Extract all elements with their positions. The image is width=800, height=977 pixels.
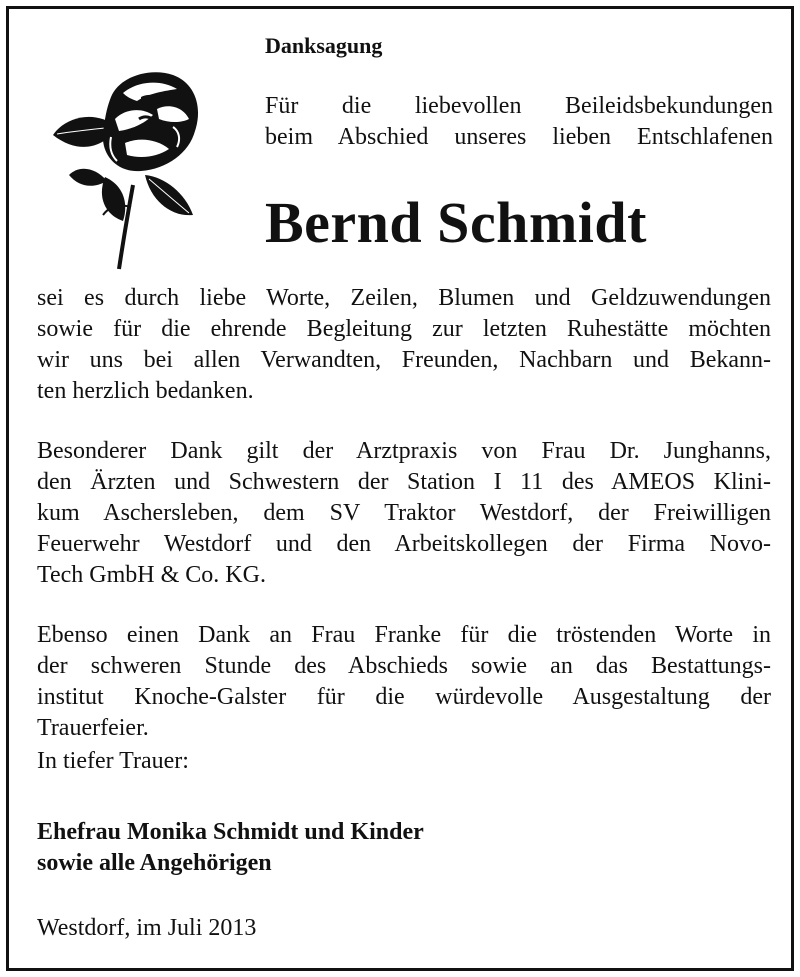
family-line: Ehefrau Monika Schmidt und Kinder [37,819,424,845]
text-line: den Ärzten und Schwestern der Station I 11 des AMEOS Klini- [37,469,771,495]
text-line: wir uns bei allen Verwandten, Freunden, Nachbarn und Bekann- [37,347,771,373]
intro-text [265,91,773,153]
intro-line: Für die liebevollen Beileidsbekundungen [265,93,773,119]
text-line: Ebenso einen Dank an Frau Franke für die tröstenden Worte in [37,622,771,648]
text-line: Feuerwehr Westdorf und den Arbeitskollegen der Firma Novo- [37,531,771,557]
notice-heading: Danksagung [265,33,383,58]
text-line: sei es durch liebe Worte, Zeilen, Blumen und Geldzuwendungen [37,285,771,311]
text-line: ten herzlich bedanken. [37,378,254,404]
thanks-paragraph-1 [37,283,771,407]
text-line: Besonderer Dank gilt der Arztpraxis von Frau Dr. Junghanns, [37,438,771,464]
text-line: Trauerfeier. [37,715,149,741]
mourning-line: In tiefer Trauer: [37,748,189,774]
thanks-paragraph-2 [37,436,771,591]
obituary-notice [6,6,794,971]
text-line: kum Aschersleben, dem SV Traktor Westdorf, der Freiwilligen [37,500,771,526]
text-line: sowie für die ehrende Begleitung zur letzten Ruhestätte möchten [37,316,771,342]
text-line: Tech GmbH & Co. KG. [37,562,266,588]
rose-icon [45,57,215,272]
family-line: sowie alle Angehörigen [37,850,272,876]
deceased-name: Bernd Schmidt [265,190,647,255]
intro-line: beim Abschied unseres lieben Entschlafenen [265,124,773,150]
thanks-paragraph-3 [37,620,771,744]
text-line: der schweren Stunde des Abschieds sowie an das Bestattungs- [37,653,771,679]
text-line: institut Knoche-Galster für die würdevolle Ausgestaltung der [37,684,771,710]
place-date: Westdorf, im Juli 2013 [37,915,257,941]
